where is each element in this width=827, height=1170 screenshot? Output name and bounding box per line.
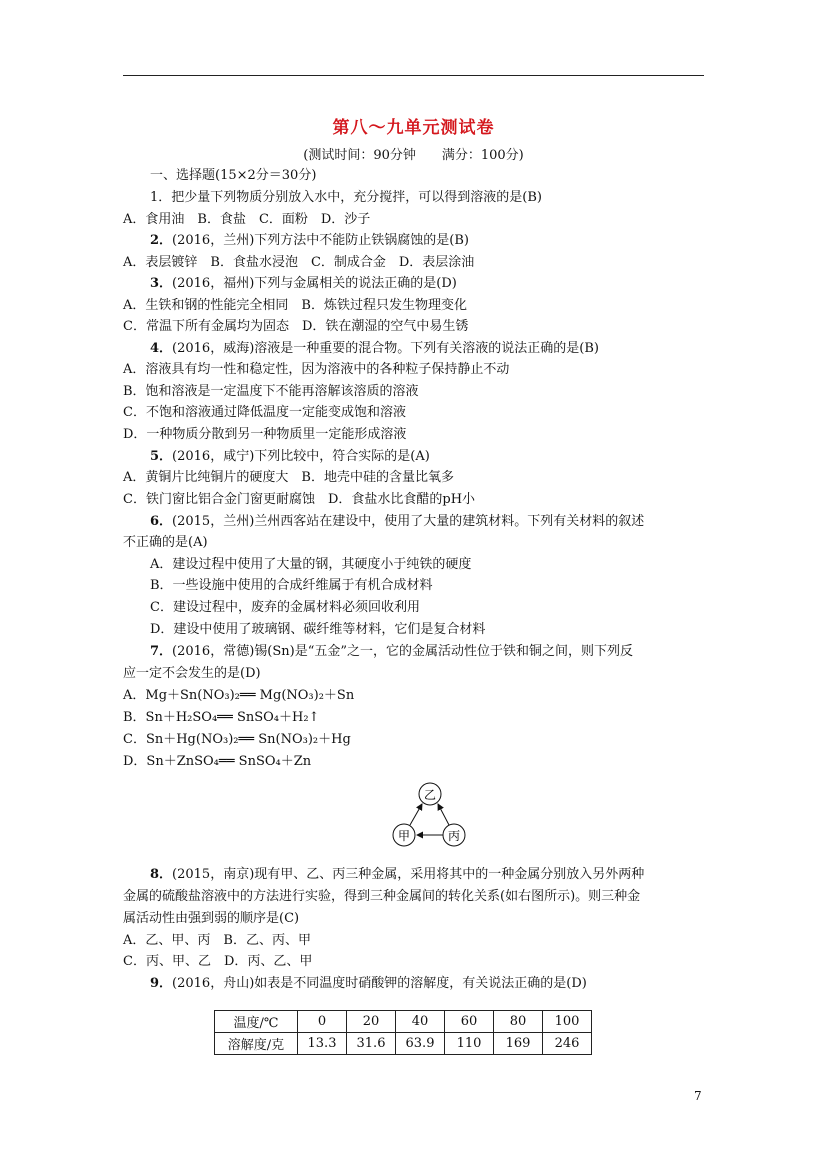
option-6c: C．建设过程中，废弃的金属材料必须回收利用: [150, 600, 420, 615]
question-number: 5．: [150, 449, 173, 464]
option-6d: D．建设中使用了玻璃钢、碳纤维等材料，它们是复合材料: [150, 622, 486, 637]
table-cell: 169: [494, 1033, 543, 1055]
options-5-ab: A．黄铜片比纯铜片的硬度大 B．地壳中硅的含量比氧多: [123, 470, 454, 485]
question-7: [150, 643, 633, 661]
table-cell: 80: [494, 1011, 543, 1033]
question-8-cont2: 属活动性由强到弱的顺序是(C): [123, 911, 300, 926]
question-text: (2016，咸宁)下列比较中，符合实际的是(A): [172, 449, 430, 464]
question-5: [150, 448, 430, 466]
table-cell: 110: [445, 1033, 494, 1055]
options-8-cd: C．丙、甲、乙 D．丙、乙、甲: [123, 954, 313, 969]
question-2: [150, 232, 469, 250]
options-2: A．表层镀锌 B．食盐水浸泡 C．制成合金 D．表层涂油: [123, 255, 475, 270]
question-text: (2016，舟山)如表是不同温度时硝酸钾的溶解度，有关说法正确的是(D): [172, 976, 587, 991]
question-text: (2016，常德)锡(Sn)是“五金”之一，它的金属活动性位于铁和铜之间，则下列反: [172, 644, 633, 659]
table-cell: 0: [298, 1011, 347, 1033]
question-number: 3．: [150, 276, 173, 291]
header-rule: [123, 75, 704, 76]
question-text: (2016，兰州)下列方法中不能防止铁锅腐蚀的是(B): [172, 233, 469, 248]
options-1: A．食用油 B．食盐 C．面粉 D．沙子: [123, 212, 371, 227]
option-6a: A．建设过程中使用了大量的钢，其硬度小于纯铁的硬度: [150, 557, 472, 572]
question-6: [150, 513, 644, 531]
question-8: [150, 866, 644, 884]
question-6-cont: 不正确的是(A): [123, 535, 208, 550]
table-cell: 63.9: [396, 1033, 445, 1055]
question-1: 1．把少量下列物质分别放入水中，充分搅拌，可以得到溶液的是(B): [150, 190, 542, 205]
question-4: [150, 340, 599, 358]
table-header-cell: 溶解度/克: [215, 1033, 298, 1055]
node-yi-label: 乙: [423, 788, 437, 802]
metal-conversion-diagram: [385, 780, 475, 850]
question-number: 4．: [150, 341, 173, 356]
options-3-ab: A．生铁和钢的性能完全相同 B．炼铁过程只发生物理变化: [123, 298, 467, 313]
options-5-cd: C．铁门窗比铝合金门窗更耐腐蚀 D．食盐水比食醋的pH小: [123, 492, 476, 507]
question-number: 7．: [150, 644, 173, 659]
question-text: (2016，威海)溶液是一种重要的混合物。下列有关溶液的说法正确的是(B): [172, 341, 599, 356]
arrow-jia-to-yi: [410, 804, 422, 825]
question-number: 8．: [150, 867, 173, 882]
table-cell: 40: [396, 1011, 445, 1033]
arrow-bing-to-yi: [438, 804, 449, 825]
option-4b: B．饱和溶液是一定温度下不能再溶解该溶质的溶液: [123, 384, 419, 399]
question-text: (2016，福州)下列与金属相关的说法正确的是(D): [172, 276, 457, 291]
page-number: 7: [694, 1089, 702, 1103]
table-cell: 60: [445, 1011, 494, 1033]
section-heading: 一、选择题(15×2分＝30分): [150, 168, 317, 183]
question-3: [150, 275, 457, 293]
question-9: [150, 975, 587, 993]
option-7a: A．Mg＋Sn(NO₃)₂══ Mg(NO₃)₂＋Sn: [123, 688, 355, 703]
solubility-table: [214, 1010, 592, 1055]
options-3-cd: C．常温下所有金属均为固态 D．铁在潮湿的空气中易生锈: [123, 319, 469, 334]
table-cell: 13.3: [298, 1033, 347, 1055]
table-row: [215, 1011, 592, 1033]
table-header-cell: 温度/℃: [215, 1011, 298, 1033]
exam-info: (测试时间：90分钟 满分：100分): [303, 148, 524, 163]
option-4a: A．溶液具有均一性和稳定性，因为溶液中的各种粒子保持静止不动: [123, 362, 510, 377]
option-4c: C．不饱和溶液通过降低温度一定能变成饱和溶液: [123, 405, 406, 420]
option-7b: B．Sn＋H₂SO₄══ SnSO₄＋H₂↑: [123, 710, 320, 725]
question-text: (2015，兰州)兰州西客站在建设中，使用了大量的建筑材料。下列有关材料的叙述: [172, 514, 645, 529]
question-text: (2015，南京)现有甲、乙、丙三种金属，采用将其中的一种金属分别放入另外两种: [172, 867, 645, 882]
question-7-cont: 应一定不会发生的是(D): [123, 666, 261, 681]
option-7d: D．Sn＋ZnSO₄══ SnSO₄＋Zn: [123, 754, 312, 769]
table-cell: 20: [347, 1011, 396, 1033]
question-8-cont1: 金属的硫酸盐溶液中的方法进行实验，得到三种金属间的转化关系(如右图所示)。则三种金: [123, 889, 641, 904]
node-bing-label: 丙: [447, 829, 461, 843]
question-number: 9．: [150, 976, 173, 991]
page-title: 第八～九单元测试卷: [332, 118, 495, 138]
table-cell: 246: [543, 1033, 592, 1055]
option-6b: B．一些设施中使用的合成纤维属于有机合成材料: [150, 578, 433, 593]
options-8-ab: A．乙、甲、丙 B．乙、丙、甲: [123, 933, 311, 948]
table-cell: 100: [543, 1011, 592, 1033]
question-number: 2．: [150, 233, 173, 248]
table-cell: 31.6: [347, 1033, 396, 1055]
option-7c: C．Sn＋Hg(NO₃)₂══ Sn(NO₃)₂＋Hg: [123, 732, 351, 747]
node-jia-label: 甲: [397, 829, 411, 843]
question-number: 6．: [150, 514, 173, 529]
option-4d: D．一种物质分散到另一种物质里一定能形成溶液: [123, 427, 407, 442]
table-row: [215, 1033, 592, 1055]
